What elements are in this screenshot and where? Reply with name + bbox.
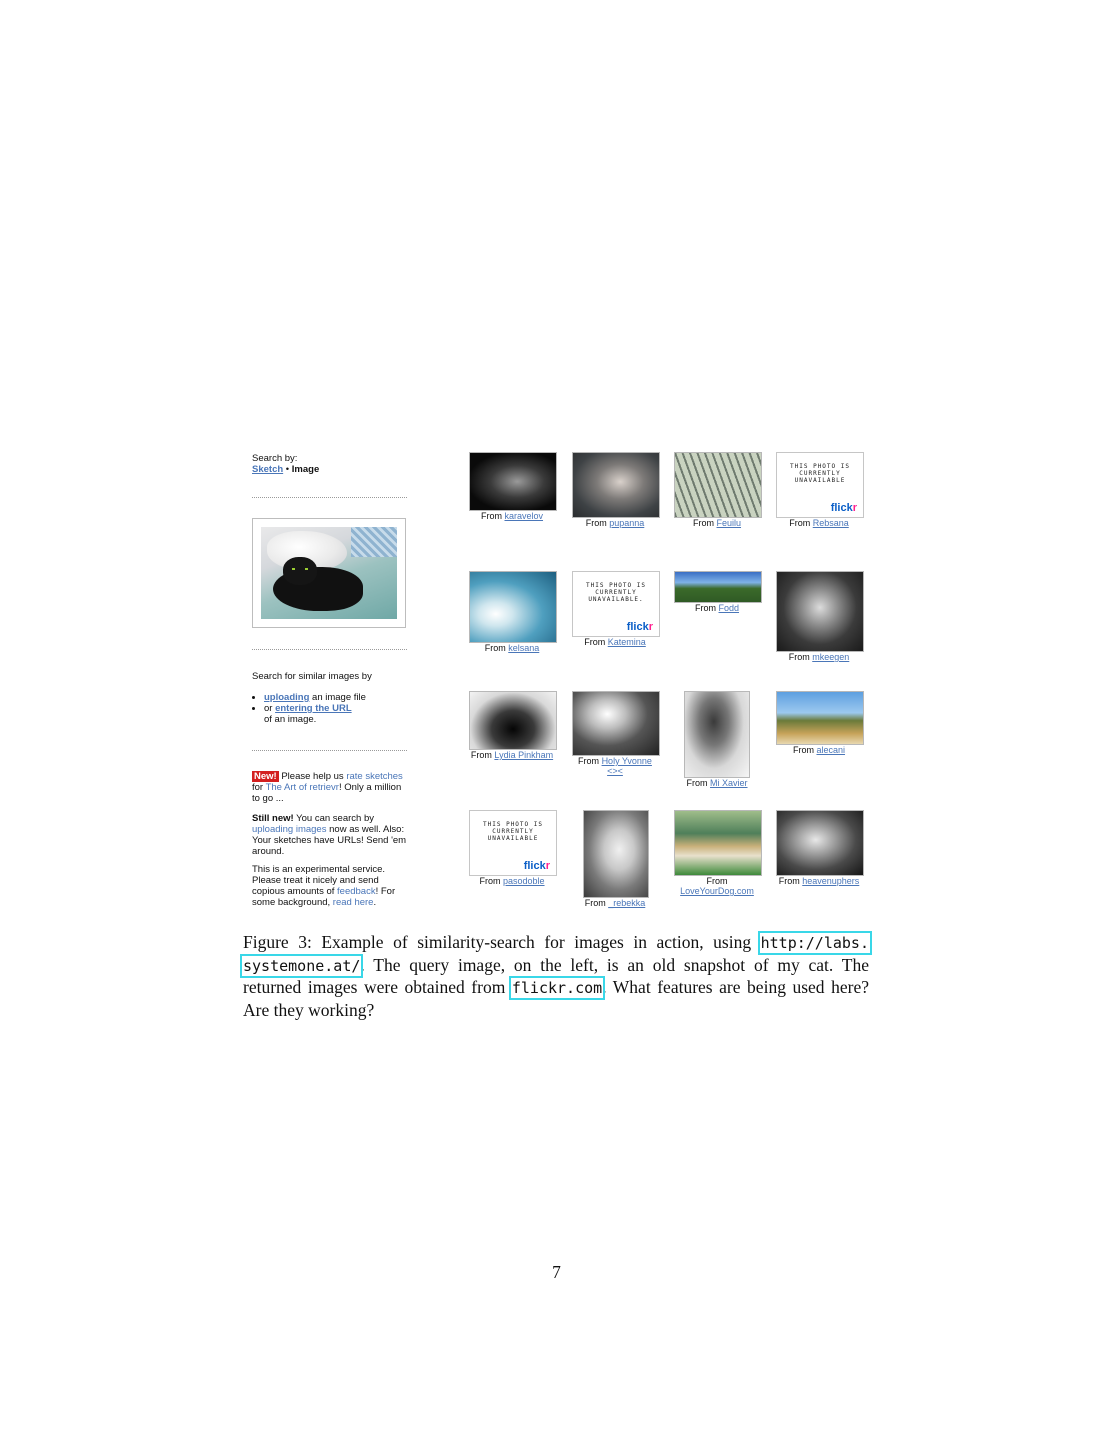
similar-heading: Search for similar images by: [252, 671, 372, 682]
result-caption: From Holy Yvonne <><: [578, 756, 652, 776]
divider: [252, 750, 407, 751]
page-number: 7: [552, 1262, 561, 1282]
flickr-logo: flickr: [626, 621, 653, 633]
author-link[interactable]: kelsana: [508, 643, 540, 653]
uploading-images-link[interactable]: uploading images: [252, 824, 327, 835]
experimental-text: .: [373, 897, 377, 908]
search-by-block: [252, 453, 407, 475]
author-link[interactable]: alecani: [816, 745, 846, 755]
result-thumbnail[interactable]: [583, 810, 649, 898]
bullet-text: an image file: [309, 692, 366, 703]
flickr-logo: flickr: [830, 502, 857, 514]
result-caption: From kelsana: [484, 643, 540, 653]
unavailable-text: THIS PHOTO IS CURRENTLY UNAVAILABLE.: [586, 582, 646, 603]
result-thumbnail[interactable]: [674, 571, 762, 603]
unavailable-text: THIS PHOTO IS CURRENTLY UNAVAILABLE: [483, 821, 543, 842]
read-here-link[interactable]: read here: [332, 897, 374, 908]
result-thumbnail[interactable]: [684, 691, 750, 778]
query-cat-photo: [261, 527, 397, 619]
url-link-labs[interactable]: http://labs.: [760, 934, 869, 952]
author-link[interactable]: heavenuphers: [802, 876, 860, 886]
result-caption: From mkeegen: [788, 652, 850, 662]
author-link[interactable]: Holy Yvonne: [601, 756, 652, 766]
result-caption: From Katemina: [584, 637, 646, 647]
still-new-text: now as well. Also: Your sketches have URLs! Send 'em around.: [252, 824, 407, 857]
experimental-block: [252, 864, 407, 908]
url-link-systemone[interactable]: systemone.at/: [243, 956, 361, 975]
divider: [252, 649, 407, 650]
author-link[interactable]: Fodd: [718, 603, 740, 613]
result-caption: From Lydia Pinkham: [470, 750, 554, 760]
image-label: Image: [291, 464, 320, 475]
figure-caption: [243, 932, 869, 1022]
result-caption: From Mi Xavier: [686, 778, 748, 788]
result-caption: From karavelov: [480, 511, 544, 521]
uploading-link[interactable]: uploading: [264, 692, 310, 703]
feedback-link[interactable]: feedback: [337, 886, 376, 897]
query-image-frame: [252, 518, 406, 628]
url-link-flickr[interactable]: flickr.com: [511, 979, 603, 998]
result-caption: From alecani: [792, 745, 846, 755]
result-thumbnail[interactable]: [469, 571, 557, 643]
result-thumbnail[interactable]: [776, 571, 864, 652]
author-link[interactable]: _rebekka: [608, 898, 646, 908]
sketch-link[interactable]: Sketch: [252, 464, 284, 475]
news-text: Please help us: [278, 771, 347, 782]
new-badge: New!: [254, 771, 277, 782]
experimental-text: ! For some background,: [252, 886, 396, 908]
result-thumbnail[interactable]: [469, 452, 557, 511]
result-thumbnail[interactable]: [572, 691, 660, 756]
caption-text: Figure 3: Example of similarity-search for images in action, using: [243, 932, 761, 952]
author-link[interactable]: mkeegen: [812, 652, 850, 662]
result-thumbnail[interactable]: [469, 691, 557, 750]
caption-text: . The query image, on the left, is an old snapshot of my cat. The returned images were obtained from: [243, 954, 869, 998]
news-text: ! Only a million to go ...: [252, 782, 402, 804]
bullet-url: [264, 703, 407, 725]
photo-unavailable-placeholder[interactable]: [572, 571, 660, 637]
result-thumbnail[interactable]: [674, 452, 762, 518]
result-caption: From Rebsana: [789, 518, 849, 528]
figure-screenshot: [243, 445, 873, 915]
result-caption: From LoveYourDog.com: [680, 876, 754, 896]
photo-unavailable-placeholder[interactable]: [469, 810, 557, 876]
result-thumbnail[interactable]: [776, 810, 864, 876]
author-link[interactable]: <><: [607, 766, 623, 776]
still-new-block: [252, 813, 407, 857]
bullet-text: of an image.: [264, 714, 317, 725]
result-caption: From pupanna: [585, 518, 645, 528]
author-link[interactable]: Feuilu: [716, 518, 742, 528]
art-of-retrievr-link[interactable]: The Art of retrievr: [265, 782, 339, 793]
result-caption: From Fodd: [694, 603, 740, 613]
flickr-logo: flickr: [523, 860, 550, 872]
rate-sketches-link[interactable]: rate sketches: [346, 771, 403, 782]
bullet-text: or: [264, 703, 276, 714]
search-by-label: Search by:: [252, 453, 298, 464]
similar-search-block: [252, 671, 407, 725]
news-block: [252, 771, 407, 804]
experimental-text: This is an experimental service. Please treat it nicely and send copious amounts of: [252, 864, 386, 897]
news-text: for: [252, 782, 266, 793]
divider: [252, 497, 407, 498]
author-link[interactable]: pasodoble: [502, 876, 545, 886]
result-caption: From pasodoble: [479, 876, 545, 886]
still-new-label: Still new!: [252, 813, 294, 824]
result-thumbnail[interactable]: [572, 452, 660, 518]
result-caption: From heavenuphers: [778, 876, 860, 886]
separator: •: [283, 464, 292, 475]
author-link[interactable]: LoveYourDog.com: [680, 886, 754, 896]
result-thumbnail[interactable]: [776, 691, 864, 745]
author-link[interactable]: pupanna: [609, 518, 645, 528]
result-thumbnail[interactable]: [674, 810, 762, 876]
author-link[interactable]: Katemina: [607, 637, 646, 647]
result-caption: From _rebekka: [584, 898, 646, 908]
still-new-text: You can search by: [293, 813, 374, 824]
author-link[interactable]: Lydia Pinkham: [494, 750, 554, 760]
entering-url-link[interactable]: entering the URL: [275, 703, 352, 714]
unavailable-text: THIS PHOTO IS CURRENTLY UNAVAILABLE: [790, 463, 850, 484]
author-link[interactable]: karavelov: [504, 511, 544, 521]
result-caption: From Feuilu: [692, 518, 742, 528]
author-link[interactable]: Rebsana: [812, 518, 849, 528]
bullet-upload: [264, 692, 407, 703]
author-link[interactable]: Mi Xavier: [710, 778, 748, 788]
photo-unavailable-placeholder[interactable]: [776, 452, 864, 518]
caption-text: . What features are being used here? Are they working?: [243, 977, 869, 1021]
